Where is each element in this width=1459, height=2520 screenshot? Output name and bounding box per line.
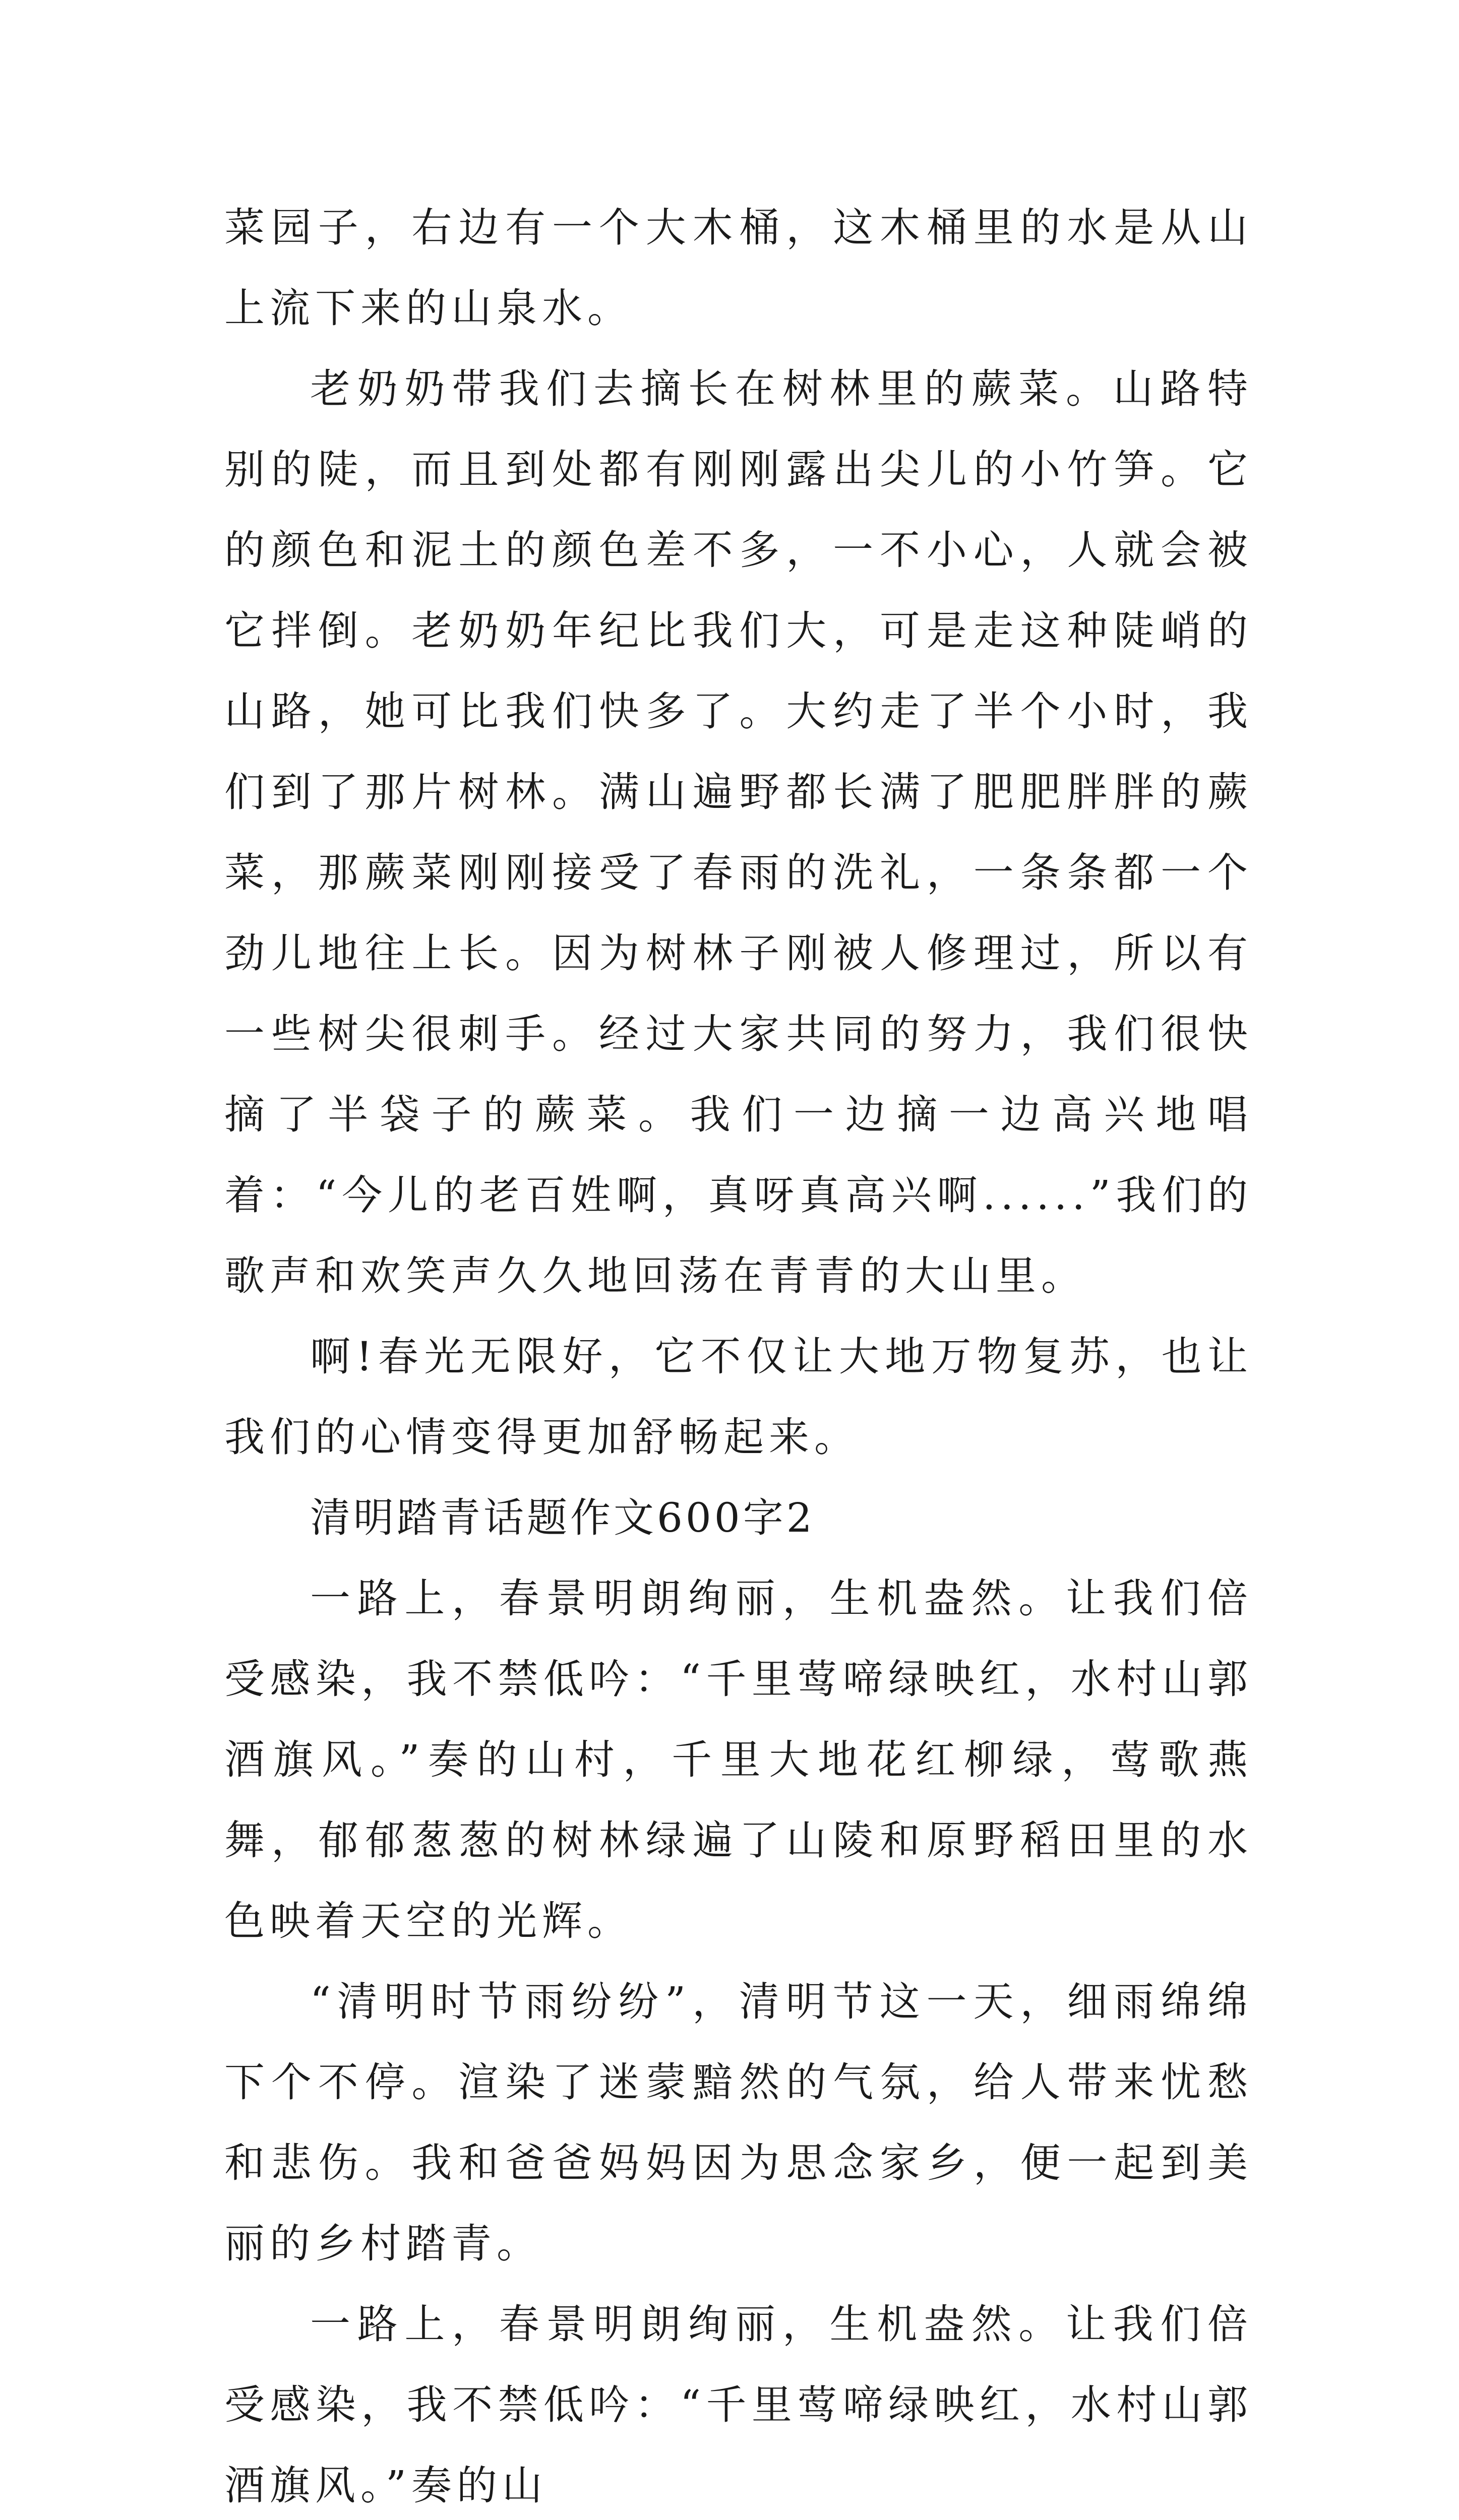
paragraph: 一路上，春景明朗绚丽，生机盎然。让我们倍受感染，我不禁低吟：“千里莺啼绿映红，水村山郭酒旗风。”奏的山 bbox=[224, 2301, 1253, 2509]
section-heading: 清明踏青话题作文600字2 bbox=[310, 1494, 815, 1541]
paragraph: 老奶奶带我们去摘长在树林里的蕨菜。山路特别的陡，而且到处都有刚刚露出尖儿的小竹笋。它的颜色和泥土的颜色差不多，一不小心，人就会被它拌倒。老奶奶年纪比我们大，可是走这种陡峭的山路，她可比我们快多了。大约走了半个小时，我们到了那片树林。满山遍野都长满了肥肥胖胖的蕨菜，那蕨菜刚刚接受了春雨的洗礼，一条条都一个劲儿地往上长。因为树林子刚被人修理过，所以有一些树尖很刺手。经过大家共同的努力，我们很快摘了半袋子的蕨菜。我们一边摘一边高兴地唱着：“今儿的老百姓啊，真呀真高兴啊......”我们的歌声和欢笑声久久地回荡在青青的大山里。 bbox=[224, 365, 1253, 1299]
document-body bbox=[224, 187, 1253, 2520]
paragraph: 菜园子，右边有一个大木桶，这木桶里的水是从山上流下来的山泉水。 bbox=[224, 204, 1253, 332]
paragraph: 啊!春光无限好，它不仅让大地万物复苏，也让我们的心情变得更加舒畅起来。 bbox=[224, 1333, 1253, 1461]
paragraph: “清明时节雨纷纷”，清明节这一天，细雨绵绵下个不停。渲染了迷蒙黯然的气氛，给人带来忧愁和悲伤。我和爸爸妈妈因为思念家乡，便一起到美丽的乡村踏青。 bbox=[224, 1978, 1253, 2267]
paragraph: 一路上，春景明朗绚丽，生机盎然。让我们倍受感染，我不禁低吟：“千里莺啼绿映红，水村山郭酒旗风。”奏的山村，千里大地花红柳绿，莺歌燕舞，郁郁葱葱的树林绿遍了山陵和原野稻田里的水色映着天空的光辉。 bbox=[224, 1575, 1253, 1944]
